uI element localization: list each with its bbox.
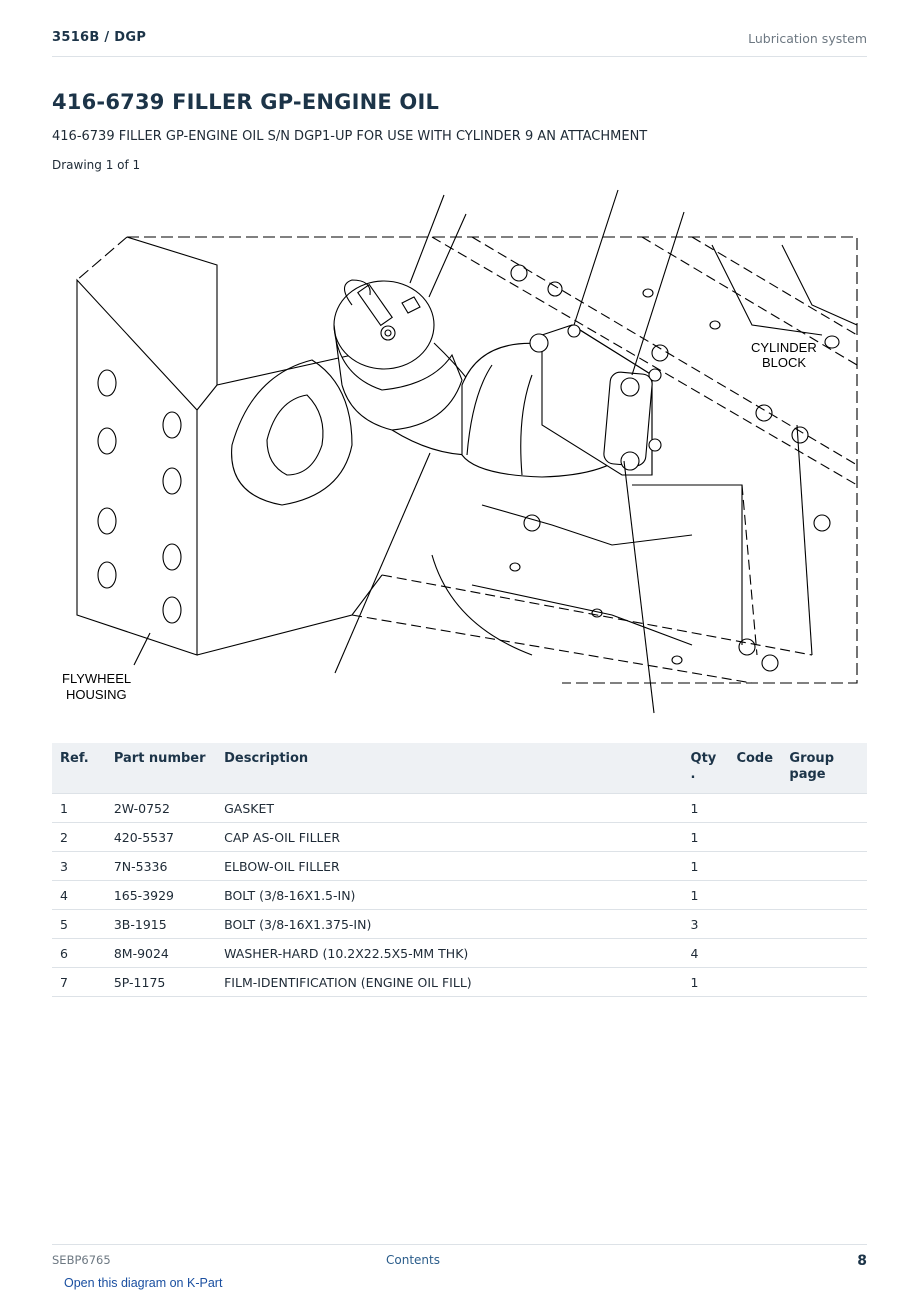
row-qty: 1 [683,794,729,823]
row-group-page [781,852,867,881]
page-header [52,28,867,57]
page-title: 416-6739 FILLER GP-ENGINE OIL [52,90,440,114]
page-subtitle: 416-6739 FILLER GP-ENGINE OIL S/N DGP1-UP FOR USE WITH CYLINDER 9 AN ATTACHMENT [52,129,648,144]
header-part-number: Part number [106,743,216,794]
contents-link[interactable]: Contents [386,1253,440,1267]
row-qty: 1 [683,881,729,910]
row-code [728,881,781,910]
table-row [52,852,867,881]
model-label: 3516B / DGP [52,30,147,45]
table-row [52,881,867,910]
row-code [728,823,781,852]
table-header-row [52,743,867,794]
kpart-link[interactable]: Open this diagram on K-Part [64,1276,223,1290]
row-qty: 1 [683,852,729,881]
row-group-page [781,910,867,939]
row-part-number: 3B-1915 [106,910,216,939]
page-footer [52,1244,867,1275]
header-group-page: Group page [781,743,867,794]
row-qty: 4 [683,939,729,968]
row-part-number: 2W-0752 [106,794,216,823]
row-group-page [781,939,867,968]
doc-number: SEBP6765 [52,1253,111,1267]
row-code [728,794,781,823]
table-row [52,794,867,823]
table-row [52,910,867,939]
row-description: BOLT (3/8-16X1.375-IN) [216,910,682,939]
row-description: FILM-IDENTIFICATION (ENGINE OIL FILL) [216,968,682,997]
row-group-page [781,823,867,852]
row-code [728,968,781,997]
row-group-page [781,968,867,997]
row-qty: 1 [683,968,729,997]
row-part-number: 420-5537 [106,823,216,852]
table-row [52,823,867,852]
row-qty: 3 [683,910,729,939]
diagram-drawing [52,185,867,720]
header-code: Code [728,743,781,794]
header-ref: Ref. [52,743,106,794]
row-description: GASKET [216,794,682,823]
row-qty: 1 [683,823,729,852]
row-code [728,939,781,968]
row-ref: 2 [52,823,106,852]
row-ref: 7 [52,968,106,997]
row-part-number: 165-3929 [106,881,216,910]
row-ref: 1 [52,794,106,823]
row-part-number: 5P-1175 [106,968,216,997]
parts-table [52,743,867,997]
row-ref: 5 [52,910,106,939]
header-qty: Qty . [683,743,729,794]
label-flywheel-line1: FLYWHEEL [62,671,132,686]
row-group-page [781,881,867,910]
page-number: 8 [857,1253,867,1269]
table-row [52,968,867,997]
row-description: CAP AS-OIL FILLER [216,823,682,852]
drawing-count: Drawing 1 of 1 [52,158,141,172]
label-flywheel-line2: HOUSING [66,687,127,702]
section-label: Lubrication system [748,31,867,46]
row-part-number: 8M-9024 [106,939,216,968]
row-code [728,852,781,881]
row-code [728,910,781,939]
table-row [52,939,867,968]
row-ref: 6 [52,939,106,968]
row-description: BOLT (3/8-16X1.5-IN) [216,881,682,910]
row-group-page [781,794,867,823]
label-cylinder-line2: BLOCK [762,355,807,370]
row-ref: 4 [52,881,106,910]
label-cylinder-line1: CYLINDER [751,340,817,355]
row-description: WASHER-HARD (10.2X22.5X5-MM THK) [216,939,682,968]
row-ref: 3 [52,852,106,881]
row-part-number: 7N-5336 [106,852,216,881]
row-description: ELBOW-OIL FILLER [216,852,682,881]
parts-diagram [52,185,867,720]
header-description: Description [216,743,682,794]
